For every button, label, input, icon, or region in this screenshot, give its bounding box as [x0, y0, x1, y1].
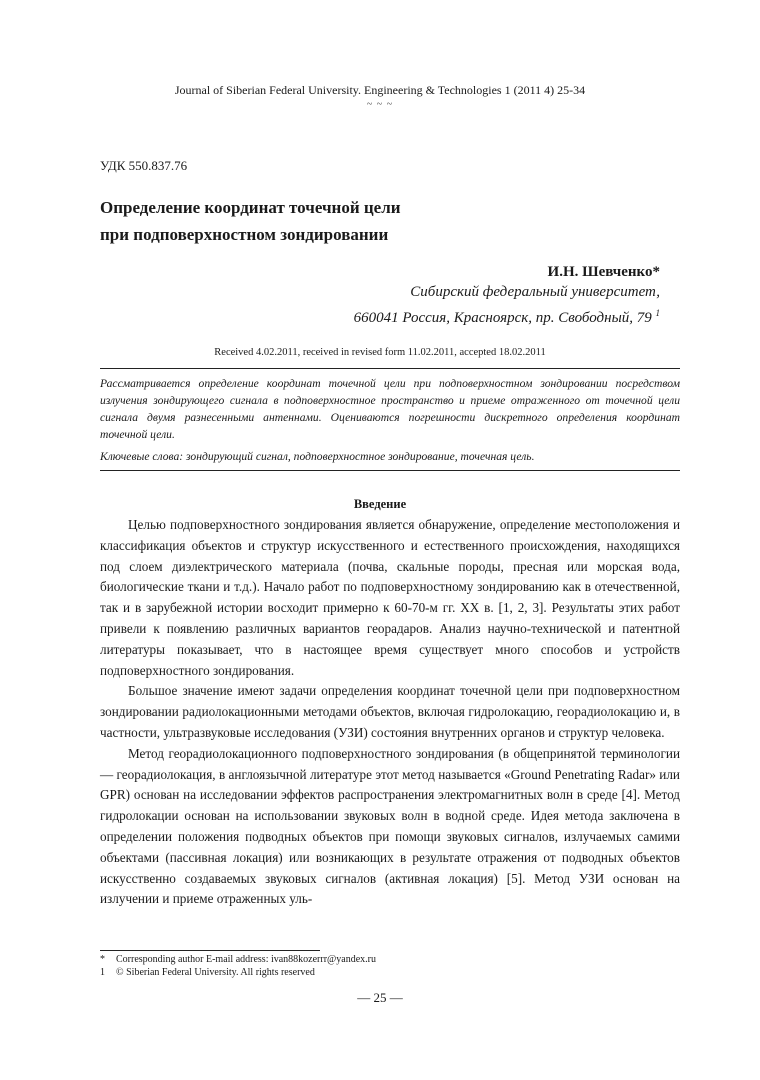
paragraph: Большое значение имеют задачи определения координат точечной цели при подповерхностном зондировании радиолокационными методами объектов, включая гидролокацию, георадиолокацию и, в частности, ультразвуковые исследования (УЗИ) состояния внутренних органов и структур человека. [100, 683, 680, 740]
abstract-top-rule [100, 368, 680, 369]
received-dates: Received 4.02.2011, received in revised form 11.02.2011, accepted 18.02.2011 [214, 347, 546, 358]
footnote-text: Corresponding author E-mail address: ivan88kozerrr@yandex.ru [116, 954, 376, 965]
affiliation-address: 660041 Россия, Красноярск, пр. Свободный, 79 [353, 310, 652, 326]
affiliation-footnote-mark: 1 [655, 308, 660, 318]
journal-header: Journal of Siberian Federal University. Engineering & Technologies 1 (2011 4) 25-34 [174, 83, 586, 97]
footnote-text: © Siberian Federal University. All rights reserved [116, 967, 315, 978]
footnote-rule [100, 950, 320, 951]
footnote-mark: * [100, 954, 105, 965]
title-line-2: при подповерхностном зондировании [100, 225, 389, 244]
author-name: И.Н. Шевченко* [547, 264, 660, 280]
author-block [354, 262, 660, 329]
affiliation-line-2 [354, 303, 660, 329]
paragraph: Целью подповерхностного зондирования является обнаружение, определение местоположения и классификация объектов и структур искусственного и естественного происхождения, находящихся под слоем диэлектрического материала (почва, скальные породы, пресная или морская вода, биологические ткани и т.д.). Начало работ по подповерхностному зондированию как в отечественной, так и в зарубежной истории восходит примерно к 60-70-м гг. XX в. [1, 2, 3]. Результаты этих работ привели к появлению различных вариантов георадаров. Анализ научно-технической и патентной литературы показывает, что в настоящее время существует много способов и устройств подповерхностного зондирования. [100, 517, 680, 678]
section-title: Введение [353, 497, 407, 511]
footnotes [100, 953, 680, 979]
page-number: — 25 — [357, 990, 403, 1005]
footnote [100, 953, 680, 966]
abstract: Рассматривается определение координат точечной цели при подповерхностном зондировании посредством излучения зондирующего сигнала в подповерхностное пространство и приеме отраженного от точечной цели сигнала двумя разнесенными антеннами. Оцениваются погрешности дискретного определения координат точечной цели. [100, 377, 680, 441]
footnote-mark: 1 [100, 967, 105, 978]
abstract-bottom-rule [100, 470, 680, 471]
header-ornament: ~ ~ ~ [366, 99, 394, 110]
article-title [100, 194, 660, 248]
body-text [100, 515, 680, 910]
udk-code: УДК 550.837.76 [100, 158, 188, 173]
title-line-1: Определение координат точечной цели [100, 198, 401, 217]
paragraph: Метод георадиолокационного подповерхностного зондирования (в общепринятой терминологии — георадиолокация, в англоязычной литературе этот метод называется «Ground Penetrating Radar» или GPR) основан на исследовании эффектов распространения электромагнитных волн в среде [4]. Метод гидролокации основан на использовании звуковых волн в водной среде. Идея метода заключена в определении положения подводных объектов при помощи звуковых сигналов, излучаемых самими объектами (пассивная локация) или возникающих в результате отражения от подводных объектов искусственно создаваемых звуковых сигналов (активная локация) [5]. Метод УЗИ основан на излучении и приеме отраженных уль- [100, 745, 680, 907]
affiliation-line-1: Сибирский федеральный университет, [410, 284, 660, 300]
footnote [100, 966, 680, 979]
keywords: Ключевые слова: зондирующий сигнал, подповерхностное зондирование, точечная цель. [100, 450, 535, 463]
